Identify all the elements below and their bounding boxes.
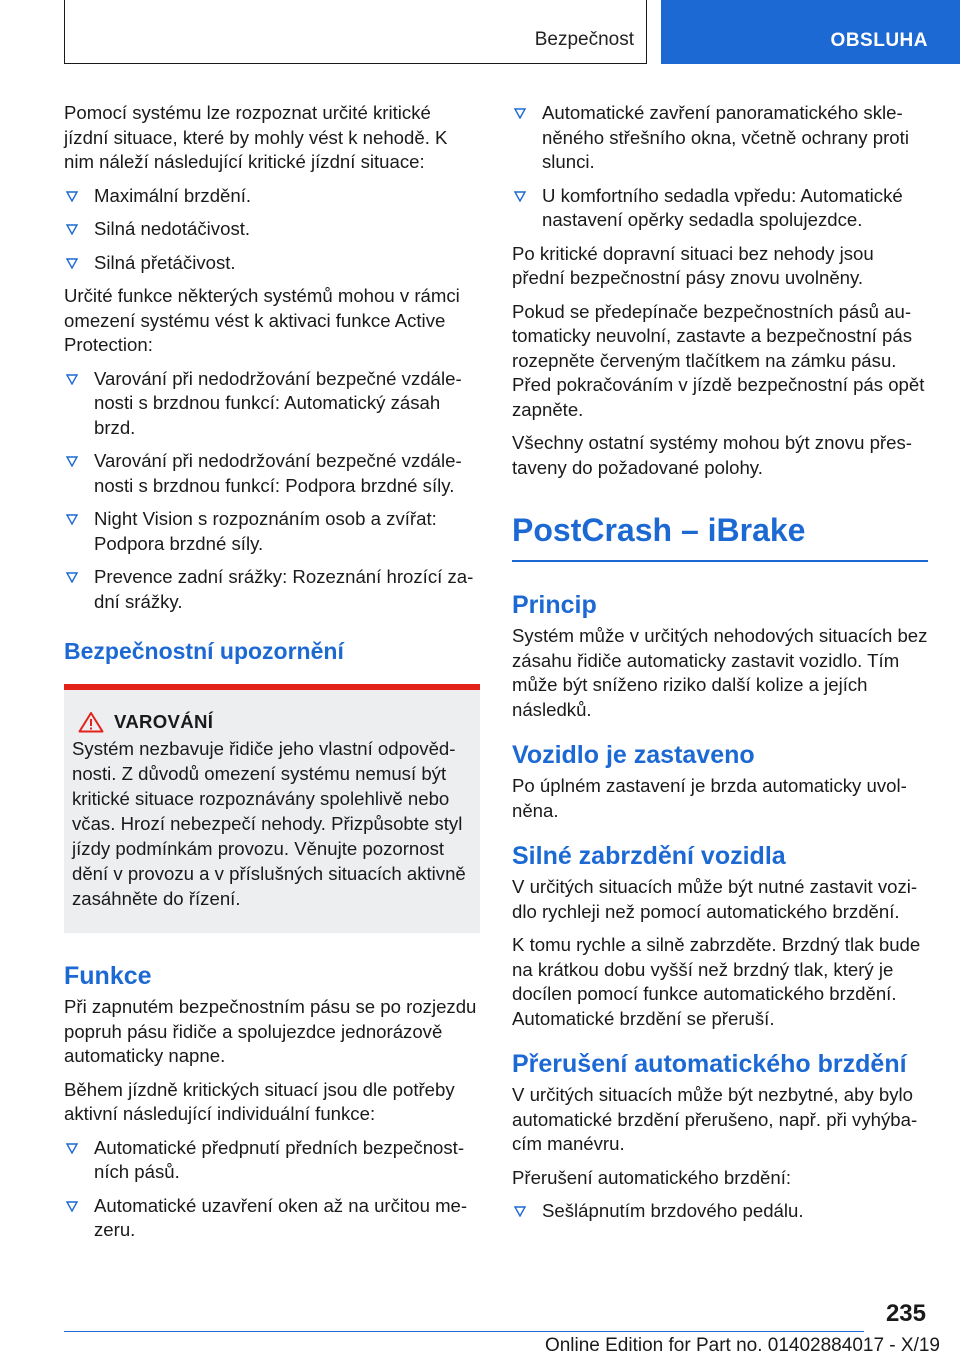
princip-heading: Princip <box>512 591 597 619</box>
bullet-triangle-icon <box>66 1201 78 1212</box>
reset-paragraph: Všechny ostatní systémy mohou být znovu přestaveny do požadované polohy. <box>512 432 912 478</box>
pretensioner-paragraph: Pokud se předepínače bezpečnostních pásů automaticky neuvolní, zastavte a bezpečnostní pás rozepněte červeným tlačítkem na zámku pásu. Před pokračováním v jízdě bezpečnostní pás opět zapněte. <box>512 300 925 420</box>
list-item: Varování při nedodržování bezpečné vzdálenosti s brzdnou funkcí: Podpora brzdné síly. <box>64 449 480 498</box>
header-chapter-label: OBSLUHA <box>830 30 928 51</box>
functions-list <box>64 367 480 615</box>
situations-list <box>64 184 480 276</box>
list-item: Automatické zavření panoramatického skleněného střešního okna, včetně ochrany proti slunci. <box>512 101 928 175</box>
bullet-triangle-icon <box>66 456 78 467</box>
left-column <box>64 101 480 1252</box>
list-item: Night Vision s rozpoznáním osob a zvířat: Podpora brzdné síly. <box>64 507 480 556</box>
functions-list-continued <box>512 101 928 233</box>
stopped-heading: Vozidlo je zastaveno <box>512 741 755 769</box>
interrupt-heading: Přerušení automatického brzdění <box>512 1050 907 1078</box>
interrupt-paragraph-1: V určitých situacích může být nezbytné, aby bylo automatické brzdění přerušeno, např. při vyhýbacím manévru. <box>512 1084 918 1154</box>
bullet-triangle-icon <box>66 1143 78 1154</box>
interrupt-list <box>512 1199 928 1224</box>
funkce-paragraph-2: Během jízdně kritických situací jsou dle potřeby aktivní následující individuální funkce: <box>64 1078 455 1124</box>
list-item: Prevence zadní srážky: Rozeznání hrozící zadní srážky. <box>64 565 480 614</box>
functions-intro-paragraph: Určité funkce některých systémů mohou v rámci omezení systému vést k aktivaci funkce Active Protection: <box>64 285 460 355</box>
postcrash-heading: PostCrash – iBrake <box>512 510 928 562</box>
page-number: 235 <box>885 1300 926 1327</box>
safety-heading: Bezpečnostní upozornění <box>64 636 480 690</box>
footer-edition-text: Online Edition for Part no. 01402884017 - X/19 <box>544 1335 940 1356</box>
interrupt-paragraph-2: Přerušení automatického brzdění: <box>512 1166 792 1188</box>
header-section-title: Bezpečnost <box>534 29 634 50</box>
bullet-triangle-icon <box>66 258 78 269</box>
list-item: Silná přetáčivost. <box>64 251 480 276</box>
bullet-triangle-icon <box>66 191 78 202</box>
warning-title-text: VAROVÁNÍ <box>114 711 214 732</box>
bullet-triangle-icon <box>66 514 78 525</box>
warning-text: Systém nezbavuje řidiče jeho vlastní odpovědnosti. Z důvodů omezení systému nemusí být kritické situace rozpoznávány spolehlivě nebo včas. Hrozí nebezpečí nehody. Přizpůsobte styl jízdy podmínkám provozu. Věnujte pozornost dění v provozu a v příslušných situacích aktivně zasáhněte do řízení. <box>72 738 466 909</box>
funkce-heading: Funkce <box>64 962 152 990</box>
list-item: Automatické předpnutí předních bezpečnostních pásů. <box>64 1136 480 1185</box>
warning-triangle-icon <box>78 711 104 733</box>
list-item: Automatické uzavření oken až na určitou mezeru. <box>64 1194 480 1243</box>
warning-title <box>78 710 472 734</box>
strong-braking-paragraph-2: K tomu rychle a silně zabrzděte. Brzdný tlak bude na krátkou dobu vyšší než brzdný tlak, který je docílen pomocí funkce automatického brzdění. Automatické brzdění se přeruší. <box>512 934 921 1029</box>
list-item: Sešlápnutím brzdového pedálu. <box>512 1199 928 1224</box>
bullet-triangle-icon <box>66 224 78 235</box>
header-section-box <box>64 0 647 64</box>
funkce-paragraph-1: Při zapnutém bezpečnostním pásu se po rozjezdu popruh pásu řidiče a spolujezdce jednorázově automaticky napne. <box>64 996 477 1066</box>
bullet-triangle-icon <box>66 374 78 385</box>
bullet-triangle-icon <box>514 191 526 202</box>
funkce-list <box>64 1136 480 1243</box>
bullet-triangle-icon <box>514 1206 526 1217</box>
list-item: Varování při nedodržování bezpečné vzdálenosti s brzdnou funkcí: Automatický zásah brzd. <box>64 367 480 441</box>
list-item: Silná nedotáčivost. <box>64 217 480 242</box>
intro-paragraph: Pomocí systému lze rozpoznat určité kritické jízdní situace, které by mohly vést k nehodě. K nim náleží následující kritické jízdní situace: <box>64 102 448 172</box>
strong-braking-heading: Silné zabrzdění vozidla <box>512 842 786 870</box>
bullet-triangle-icon <box>514 108 526 119</box>
footer-divider <box>64 1331 864 1332</box>
princip-paragraph: Systém může v určitých nehodových situacích bez zásahu řidiče automaticky zastavit vozidlo. Tím může být sníženo riziko další kolize a jejích následků. <box>512 625 928 720</box>
list-item: Maximální brzdění. <box>64 184 480 209</box>
strong-braking-paragraph-1: V určitých situacích může být nutné zastavit vozidlo rychleji než pomocí automatického brzdění. <box>512 876 918 922</box>
release-paragraph: Po kritické dopravní situaci bez nehody jsou přední bezpečnostní pásy znovu uvolněny. <box>512 242 874 288</box>
right-column <box>512 101 928 1233</box>
header-chapter-tab <box>661 0 960 64</box>
warning-box <box>64 690 480 933</box>
list-item: U komfortního sedadla vpředu: Automatické nastavení opěrky sedadla spolujezdce. <box>512 184 928 233</box>
bullet-triangle-icon <box>66 572 78 583</box>
stopped-paragraph: Po úplném zastavení je brzda automaticky uvolněna. <box>512 775 907 821</box>
